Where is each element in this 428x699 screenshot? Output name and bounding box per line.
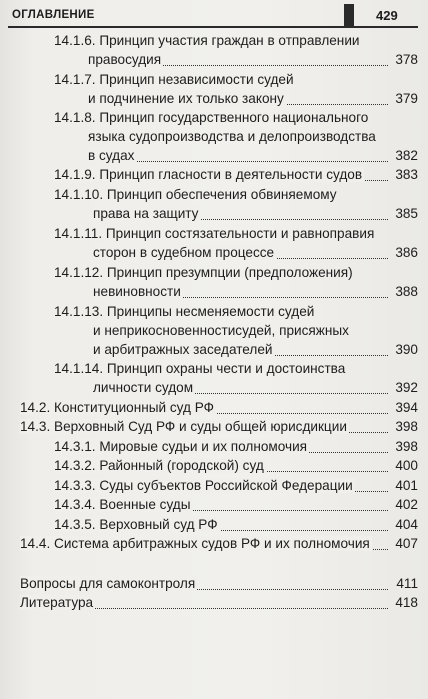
toc-entry-title: 14.3. Верховный Суд РФ и суды общей юрисдикции: [20, 419, 347, 434]
toc-entry-title: сторон в судебном процессе: [93, 245, 275, 260]
running-header: [8, 4, 418, 28]
toc-entry-title: 14.1.6. Принцип участия граждан в отправлении: [54, 33, 360, 48]
toc-page-number: 390: [395, 342, 418, 357]
toc-entry-title: языка судопроизводства и делопроизводства: [88, 129, 376, 144]
toc-page-number: 392: [395, 380, 418, 395]
toc-entry-title: и неприкосновенностисудей, присяжных: [93, 323, 349, 338]
toc-entry[interactable]: [54, 70, 418, 90]
toc-page-number: 394: [395, 400, 418, 415]
toc-entry-title: 14.1.13. Принципы несменяемости судей: [54, 304, 315, 319]
toc-entry-title: 14.4. Система арбитражных судов РФ и их полномочия: [20, 536, 370, 551]
toc-page-number: 383: [395, 167, 418, 182]
toc-entry-title: 14.1.12. Принцип презумпции (предположения): [54, 265, 353, 280]
toc-entry-title: невиновности: [93, 284, 181, 299]
toc-entry[interactable]: [20, 574, 418, 594]
toc-entry[interactable]: [54, 359, 418, 379]
toc-entry-title: и подчинение их только закону: [88, 91, 284, 106]
toc-entry-continuation[interactable]: [93, 204, 418, 224]
toc-entry[interactable]: [20, 398, 418, 418]
toc-page-number: 411: [396, 576, 418, 591]
toc-entry[interactable]: [54, 515, 418, 535]
toc-entry-title: 14.3.2. Районный (городской) суд: [54, 458, 264, 473]
toc-entry-title: права на защиту: [93, 206, 199, 221]
toc-entry-title: 14.1.9. Принцип гласности в деятельности судов: [54, 167, 363, 182]
toc-page-number: 386: [395, 245, 418, 260]
toc-page-number: 418: [395, 595, 418, 610]
toc-entry[interactable]: [54, 495, 418, 515]
toc-entry-continuation[interactable]: [93, 243, 418, 263]
toc-entry-title: 14.1.11. Принцип состязательности и равноправия: [54, 226, 375, 241]
toc-page-number: 407: [395, 536, 418, 551]
toc-entry[interactable]: [54, 165, 418, 185]
toc-entry[interactable]: [20, 417, 418, 437]
toc-entry-continuation[interactable]: [93, 282, 418, 302]
toc-page-number: 378: [395, 52, 418, 67]
toc-entry-title: 14.1.14. Принцип охраны чести и достоинства: [54, 361, 346, 376]
toc-entry-continuation[interactable]: [93, 340, 418, 360]
section-title: ОГЛАВЛЕНИЕ: [12, 9, 95, 21]
toc-entry-continuation[interactable]: [93, 378, 418, 398]
toc-entry-title: правосудия: [88, 52, 162, 67]
toc-entry[interactable]: [20, 593, 418, 613]
toc-entry[interactable]: [54, 263, 418, 283]
header-marker-bar: [344, 4, 354, 26]
toc-entry-title: 14.1.8. Принцип государственного национального: [54, 110, 369, 125]
toc-entry-continuation[interactable]: [88, 146, 418, 166]
toc-entry-title: в судах: [88, 148, 135, 163]
toc-entry-title: 14.3.5. Верховный суд РФ: [54, 517, 218, 532]
toc-entry[interactable]: [54, 456, 418, 476]
toc-entry-title: 14.2. Конституционный суд РФ: [20, 400, 214, 415]
toc-entry[interactable]: [54, 302, 418, 322]
toc-entry-title: 14.3.4. Военные суды: [54, 497, 191, 512]
toc-page-number: 382: [395, 148, 418, 163]
toc-entry-title: Литература: [20, 595, 94, 610]
toc-entry[interactable]: [54, 31, 418, 51]
toc-page-number: 398: [395, 419, 418, 434]
toc-entry-continuation[interactable]: [88, 50, 418, 70]
toc-entry-title: 14.3.1. Мировые судьи и их полномочия: [54, 439, 308, 454]
toc-entry[interactable]: [20, 534, 418, 554]
toc-entry[interactable]: [54, 224, 418, 244]
toc-page-number: 401: [395, 478, 418, 493]
toc-page-number: 402: [395, 497, 418, 512]
toc-entry-continuation[interactable]: [93, 321, 418, 341]
toc-entry-title: личности судом: [93, 380, 194, 395]
toc-page-number: 398: [395, 439, 418, 454]
toc-entry-continuation[interactable]: [88, 89, 418, 109]
toc-entry-title: 14.1.10. Принцип обеспечения обвиняемому: [54, 187, 337, 202]
toc-entry-title: 14.3.3. Суды субъектов Российской Федерации: [54, 478, 353, 493]
toc-entry-continuation[interactable]: [88, 127, 418, 147]
toc-page-number: 400: [395, 458, 418, 473]
toc-entry[interactable]: [54, 185, 418, 205]
toc-entry[interactable]: [54, 476, 418, 496]
page-number: 429: [376, 8, 398, 23]
toc-page-number: 404: [395, 517, 418, 532]
toc-page-number: 388: [395, 284, 418, 299]
toc-entry[interactable]: [54, 108, 418, 128]
toc-entry[interactable]: [54, 437, 418, 457]
toc-entry-title: 14.1.7. Принцип независимости судей: [54, 72, 294, 87]
toc-entry-title: и арбитражных заседателей: [93, 342, 273, 357]
toc-entry-title: Вопросы для самоконтроля: [20, 576, 196, 591]
toc-page-number: 385: [395, 206, 418, 221]
toc-page-number: 379: [395, 91, 418, 106]
